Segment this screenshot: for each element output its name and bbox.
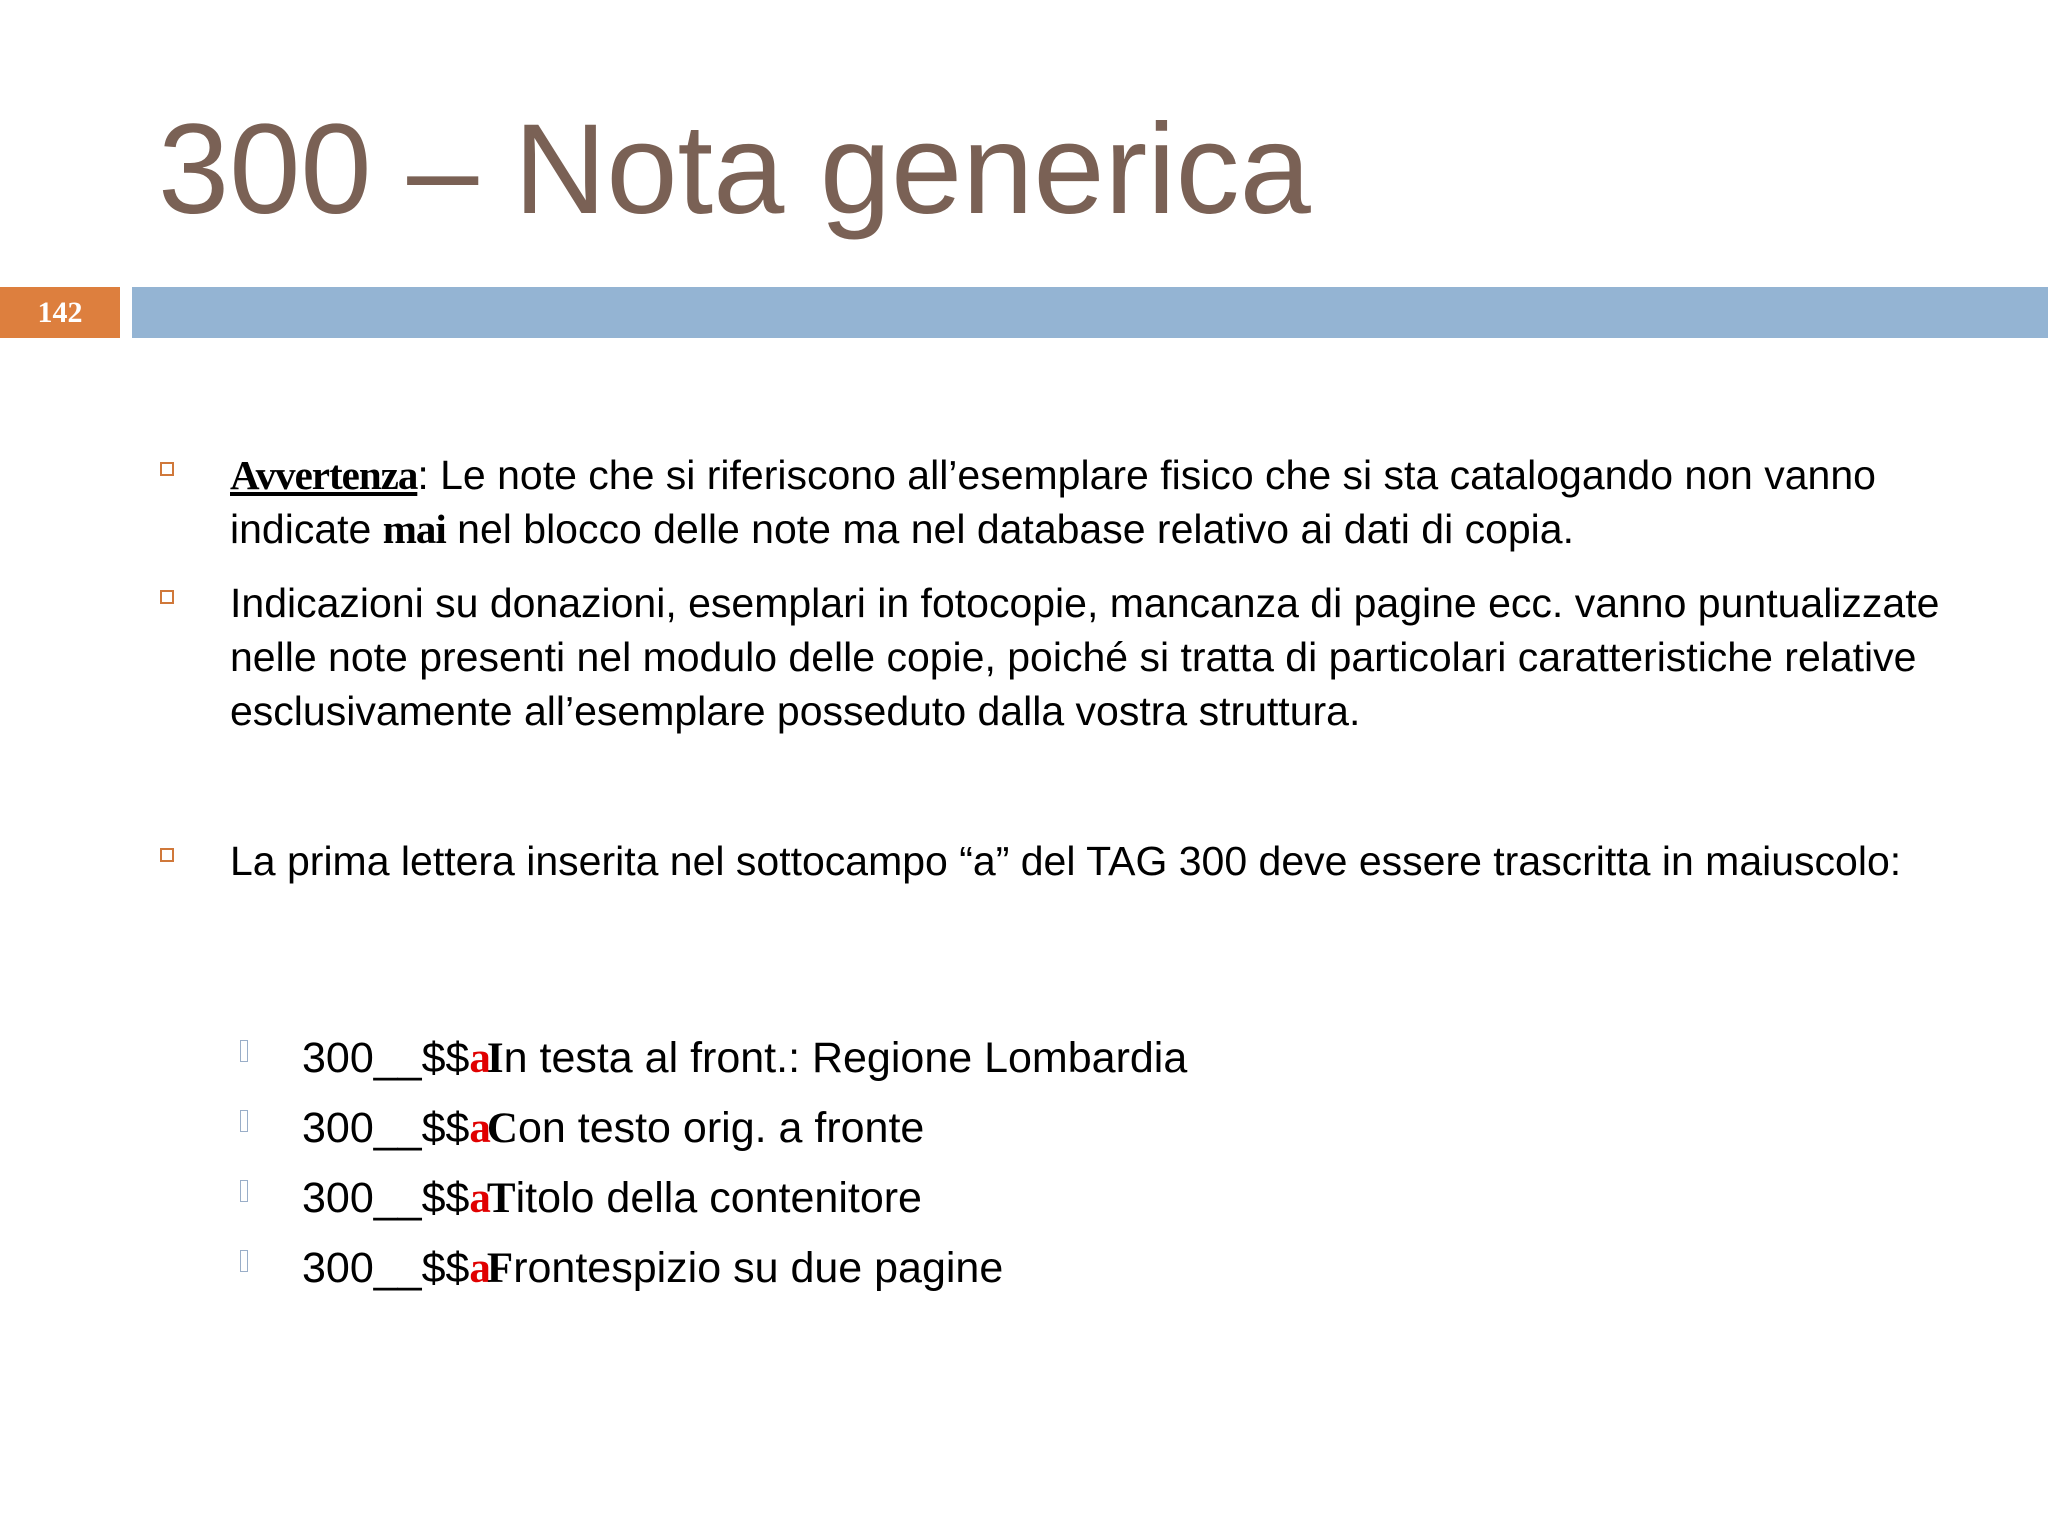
example-item <box>240 1030 1640 1086</box>
first-letter: C <box>486 1105 518 1152</box>
title-divider-bar <box>132 287 2048 338</box>
bullet-text-part: nel blocco delle note ma nel database relativo ai dati di copia. <box>445 506 1574 552</box>
subfield-code: a <box>469 1035 491 1082</box>
first-letter: T <box>486 1175 516 1222</box>
example-rest: on testo orig. a fronte <box>517 1104 925 1152</box>
bullet-text: La prima lettera inserita nel sottocampo “a” del TAG 300 deve essere trascritta in maiuscolo: <box>230 838 1902 884</box>
tag-prefix: 300__$$ <box>302 1174 470 1222</box>
bullet-text-part: : Le note che si riferiscono all’esemplare fisico che si sta catalogando non vanno indicate <box>230 452 1876 552</box>
first-letter: F <box>486 1245 514 1292</box>
square-bullet-icon <box>160 590 174 604</box>
warning-label: Avvertenza <box>230 452 418 498</box>
square-bullet-icon <box>160 848 174 862</box>
tag-prefix: 300__$$ <box>302 1034 470 1082</box>
subfield-code: a <box>469 1245 491 1292</box>
sub-bullet-icon <box>240 1180 248 1202</box>
subfield-code: a <box>469 1175 491 1222</box>
tag-prefix: 300__$$ <box>302 1104 470 1152</box>
page-number-badge: 142 <box>0 287 120 338</box>
subfield-code: a <box>469 1105 491 1152</box>
first-letter: I <box>486 1035 504 1082</box>
example-text <box>302 1100 924 1157</box>
slide-title: 300 – Nota generica <box>158 98 1311 241</box>
emphasis-word: mai <box>382 506 446 552</box>
example-rest: itolo della contenitore <box>515 1174 922 1222</box>
example-text <box>302 1170 922 1227</box>
bullet-text <box>230 448 1960 556</box>
example-item <box>240 1100 1640 1156</box>
example-item <box>240 1170 1640 1226</box>
bullet-text: Indicazioni su donazioni, esemplari in fotocopie, mancanza di pagine ecc. vanno puntualizzate nelle note presenti nel modulo delle copie, poiché si tratta di particolari caratteristiche relative esclusivamente all’esemplare posseduto dalla vostra struttura. <box>230 580 1940 734</box>
example-rest: rontespizio su due pagine <box>513 1244 1004 1292</box>
example-item <box>240 1240 1640 1296</box>
example-rest: n testa al front.: Regione Lombardia <box>503 1034 1188 1082</box>
tag-prefix: 300__$$ <box>302 1244 470 1292</box>
sub-bullet-icon <box>240 1040 248 1062</box>
square-bullet-icon <box>160 462 174 476</box>
example-text <box>302 1030 1187 1087</box>
sub-bullet-icon <box>240 1250 248 1272</box>
example-text <box>302 1240 1003 1297</box>
sub-bullet-icon <box>240 1110 248 1132</box>
